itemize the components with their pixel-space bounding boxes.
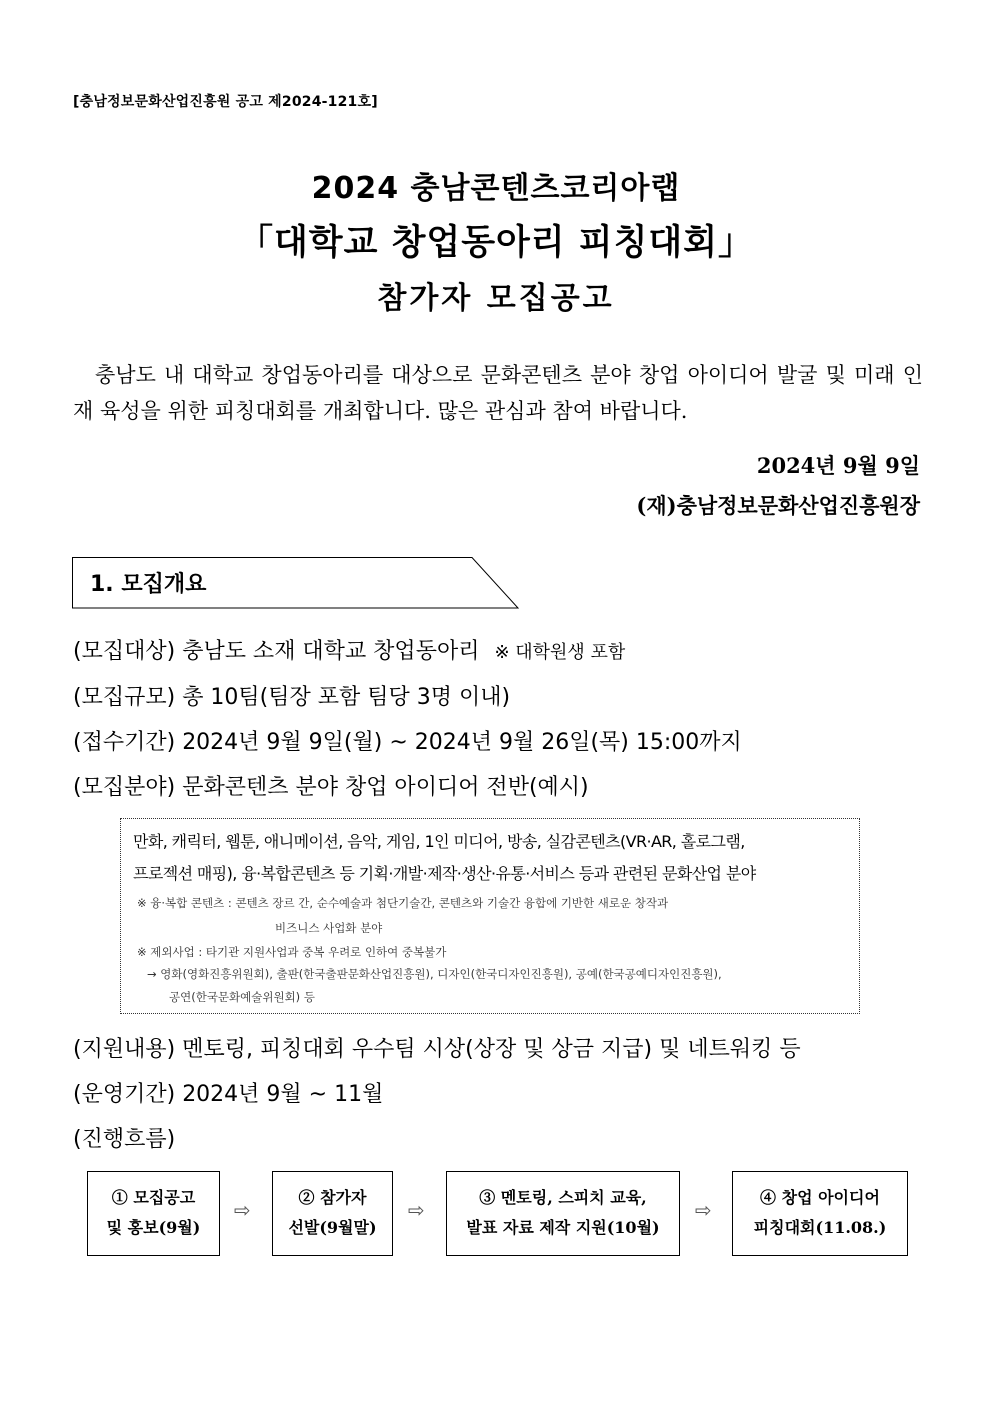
convergence-note: ※ 융·복합 콘텐츠 : 콘텐츠 장르 간, 순수예술과 첨단기술간, 콘텐츠와 기술간 융합에 기반한 새로운 창작과 [137,896,669,910]
convergence-note-cont: 비즈니스 사업화 분야 [275,921,383,935]
scale-value: 총 10팀(팀장 포함 팀당 3명 이내) [182,685,511,710]
issuing-organization: (재)충남정보문화산업진흥원장 [636,493,920,518]
notice-number: [충남정보문화산업진흥원 공고 제2024-121호] [73,94,378,110]
scale-label: (모집규모) [73,685,176,710]
operation-value: 2024년 9월 ~ 11월 [182,1082,384,1107]
examples-line-1: 만화, 캐릭터, 웹툰, 애니메이션, 음악, 게임, 1인 미디어, 방송, 실감콘텐츠(VR·AR, 홀로그램, [133,832,745,851]
process-step-2 [272,1171,393,1256]
field-label: (모집분야) [73,775,176,800]
process-step-3 [446,1171,680,1256]
field-row [73,770,589,801]
step-2-line-2: 선발(9월말) [288,1218,377,1237]
step-2-line-1: ② 참가자 [298,1188,367,1207]
operation-row [73,1077,383,1108]
examples-line-2: 프로젝션 매핑), 융·복합콘텐츠 등 기획·개발·제작·생산·유통·서비스 등과 관련된 문화산업 분야 [133,864,756,883]
scale-row [73,680,510,711]
process-step-4 [732,1171,908,1256]
excluded-list-1: → 영화(영화진흥위원회), 출판(한국출판문화산업진흥원), 디자인(한국디자인진흥원), 공예(한국공예디자인진흥원), [147,967,722,981]
field-examples-box [120,818,860,1014]
section-header [72,557,518,608]
target-value: 충남도 소재 대학교 창업동아리 [182,639,480,664]
section-title: 1. 모집개요 [90,572,207,597]
process-label: (진행흐름) [73,1127,176,1152]
period-row [73,725,742,756]
flow-arrow-icon: ⇨ [695,1198,712,1222]
flow-arrow-icon: ⇨ [408,1198,425,1222]
excluded-note: ※ 제외사업 : 타기관 지원사업과 중복 우려로 인하여 중복불가 [137,945,447,959]
title-line-2: 「대학교 창업동아리 피칭대회」 [237,223,755,263]
step-4-line-1: ④ 창업 아이디어 [760,1188,880,1207]
support-row [73,1032,801,1063]
step-4-line-2: 피칭대회(11.08.) [753,1218,887,1237]
support-label: (지원내용) [73,1037,176,1062]
target-label: (모집대상) [73,639,176,664]
process-step-1 [87,1171,220,1256]
target-row [73,634,625,665]
field-value: 문화콘텐츠 분야 창업 아이디어 전반(예시) [182,775,589,800]
step-3-line-2: 발표 자료 제작 지원(10월) [466,1218,660,1237]
step-3-line-1: ③ 멘토링, 스피치 교육, [479,1188,647,1207]
title-line-3: 참가자 모집공고 [377,281,615,316]
flow-arrow-icon: ⇨ [234,1198,251,1222]
intro-paragraph: 충남도 내 대학교 창업동아리를 대상으로 문화콘텐츠 분야 창업 아이디어 발굴 및 미래 인재 육성을 위한 피칭대회를 개최합니다. 많은 관심과 참여 바랍니다. [73,363,923,423]
announcement-date: 2024년 9월 9일 [756,453,920,478]
title-line-1: 2024 충남콘텐츠코리아랩 [311,171,681,206]
step-1-line-2: 및 홍보(9월) [106,1218,201,1237]
period-value: 2024년 9월 9일(월) ~ 2024년 9월 26일(목) 15:00까지 [182,730,742,755]
target-note: ※ 대학원생 포함 [494,642,626,663]
excluded-list-2: 공연(한국문화예술위원회) 등 [169,990,315,1004]
period-label: (접수기간) [73,730,176,755]
support-value: 멘토링, 피칭대회 우수팀 시상(상장 및 상금 지급) 및 네트워킹 등 [182,1037,801,1062]
step-1-line-1: ① 모집공고 [111,1188,196,1207]
operation-label: (운영기간) [73,1082,176,1107]
process-row [73,1122,175,1153]
